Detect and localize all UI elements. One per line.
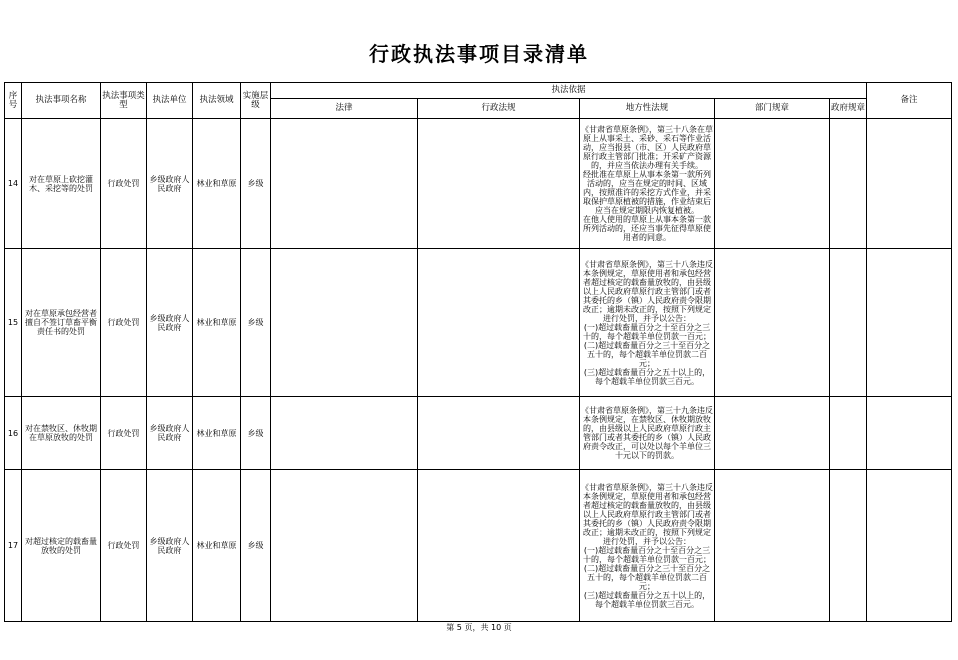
header-field: 执法领域 bbox=[193, 83, 241, 119]
row-type: 行政处罚 bbox=[101, 470, 147, 622]
row-remark bbox=[867, 249, 952, 397]
page-footer: 第 5 页，共 10 页 bbox=[446, 623, 512, 632]
row-unit: 乡级政府人民政府 bbox=[147, 119, 193, 249]
row-dept-rule bbox=[715, 397, 830, 470]
row-seq: 16 bbox=[5, 397, 22, 470]
header-law: 法律 bbox=[271, 99, 418, 119]
document-title: 行政执法事项目录清单 bbox=[369, 42, 589, 66]
row-seq: 15 bbox=[5, 249, 22, 397]
row-name: 对在草原承包经营者擅自不签订草畜平衡责任书的处罚 bbox=[22, 249, 101, 397]
row-admin-reg bbox=[418, 119, 580, 249]
row-law bbox=[271, 397, 418, 470]
row-name: 对超过核定的载畜量放牧的处罚 bbox=[22, 470, 101, 622]
row-unit: 乡级政府人民政府 bbox=[147, 249, 193, 397]
header-seq: 序号 bbox=[5, 83, 22, 119]
row-admin-reg bbox=[418, 470, 580, 622]
header-level: 实施层级 bbox=[241, 83, 271, 119]
row-admin-reg bbox=[418, 249, 580, 397]
row-remark bbox=[867, 397, 952, 470]
row-local-reg: 《甘肃省草原条例》，第三十八条违反本条例规定，草原使用者和承包经营者超过核定的载畜量放牧的，由县级以上人民政府草原行政主管部门或者其委托的乡（镇）人民政府责令限期改正；逾期未改正的，按照下列规定进行处罚，并予以公告： (一)超过载畜量百分之十至百分之三十的，每个超载羊单位罚款一百元； (二)超过载畜量百分之三十至百分之五十的，每个超载羊单位罚款二百元； (三)超过载畜量百分之五十以上的，每个超载羊单位罚款三百元。 bbox=[580, 470, 715, 622]
row-gov-rule bbox=[830, 470, 867, 622]
row-type: 行政处罚 bbox=[101, 397, 147, 470]
row-level: 乡级 bbox=[241, 119, 271, 249]
header-remark: 备注 bbox=[867, 83, 952, 119]
row-level: 乡级 bbox=[241, 397, 271, 470]
row-level: 乡级 bbox=[241, 470, 271, 622]
row-remark bbox=[867, 119, 952, 249]
row-name: 对在禁牧区、休牧期在草原放牧的处罚 bbox=[22, 397, 101, 470]
row-field: 林业和草原 bbox=[193, 119, 241, 249]
row-gov-rule bbox=[830, 249, 867, 397]
row-law bbox=[271, 470, 418, 622]
row-admin-reg bbox=[418, 397, 580, 470]
row-field: 林业和草原 bbox=[193, 397, 241, 470]
row-remark bbox=[867, 470, 952, 622]
row-type: 行政处罚 bbox=[101, 119, 147, 249]
row-dept-rule bbox=[715, 249, 830, 397]
table-row bbox=[5, 119, 952, 249]
row-field: 林业和草原 bbox=[193, 249, 241, 397]
table-row bbox=[5, 397, 952, 470]
table-row bbox=[5, 249, 952, 397]
row-level: 乡级 bbox=[241, 249, 271, 397]
row-field: 林业和草原 bbox=[193, 470, 241, 622]
row-name: 对在草原上砍挖灌木、采挖等的处罚 bbox=[22, 119, 101, 249]
header-dept-rule: 部门规章 bbox=[715, 99, 830, 119]
row-local-reg: 《甘肃省草原条例》，第三十八条在草原上从事采土、采砂、采石等作业活动，应当报县（市、区）人民政府草原行政主管部门批准；开采矿产资源的，并应当依法办理有关手续。 经批准在草原上从事本条第一款所列活动的，应当在规定的时间、区域内，按照准许的采挖方式作业，并采取保护草原植被的措施，作业结束后应当在规定期限内恢复植被。 在他人使用的草原上从事本条第一款所列活动的，还应当事先征得草原使用者的同意。 bbox=[580, 119, 715, 249]
row-unit: 乡级政府人民政府 bbox=[147, 397, 193, 470]
header-name: 执法事项名称 bbox=[22, 83, 101, 119]
row-law bbox=[271, 249, 418, 397]
header-basis-group: 执法依据 bbox=[271, 83, 867, 99]
row-type: 行政处罚 bbox=[101, 249, 147, 397]
row-local-reg: 《甘肃省草原条例》，第三十八条违反本条例规定，草原使用者和承包经营者超过核定的载畜量放牧的，由县级以上人民政府草原行政主管部门或者其委托的乡（镇）人民政府责令限期改正；逾期未改正的，按照下列规定进行处罚，并予以公告： (一)超过载畜量百分之十至百分之三十的，每个超载羊单位罚款一百元； (二)超过载畜量百分之三十至百分之五十的，每个超载羊单位罚款二百元； (三)超过载畜量百分之五十以上的，每个超载羊单位罚款三百元。 bbox=[580, 249, 715, 397]
row-dept-rule bbox=[715, 119, 830, 249]
row-seq: 17 bbox=[5, 470, 22, 622]
row-seq: 14 bbox=[5, 119, 22, 249]
row-gov-rule bbox=[830, 397, 867, 470]
header-admin-reg: 行政法规 bbox=[418, 99, 580, 119]
row-dept-rule bbox=[715, 470, 830, 622]
header-type: 执法事项类型 bbox=[101, 83, 147, 119]
row-gov-rule bbox=[830, 119, 867, 249]
header-local-reg: 地方性法规 bbox=[580, 99, 715, 119]
enforcement-table bbox=[4, 82, 952, 622]
row-law bbox=[271, 119, 418, 249]
header-unit: 执法单位 bbox=[147, 83, 193, 119]
row-unit: 乡级政府人民政府 bbox=[147, 470, 193, 622]
header-gov-rule: 政府规章 bbox=[830, 99, 867, 119]
table-row bbox=[5, 470, 952, 622]
row-local-reg: 《甘肃省草原条例》，第三十九条违反本条例规定，在禁牧区、休牧期放牧的，由县级以上人民政府草原行政主管部门或者其委托的乡（镇）人民政府责令改正，可以处以每个羊单位三十元以下的罚款。 bbox=[580, 397, 715, 470]
